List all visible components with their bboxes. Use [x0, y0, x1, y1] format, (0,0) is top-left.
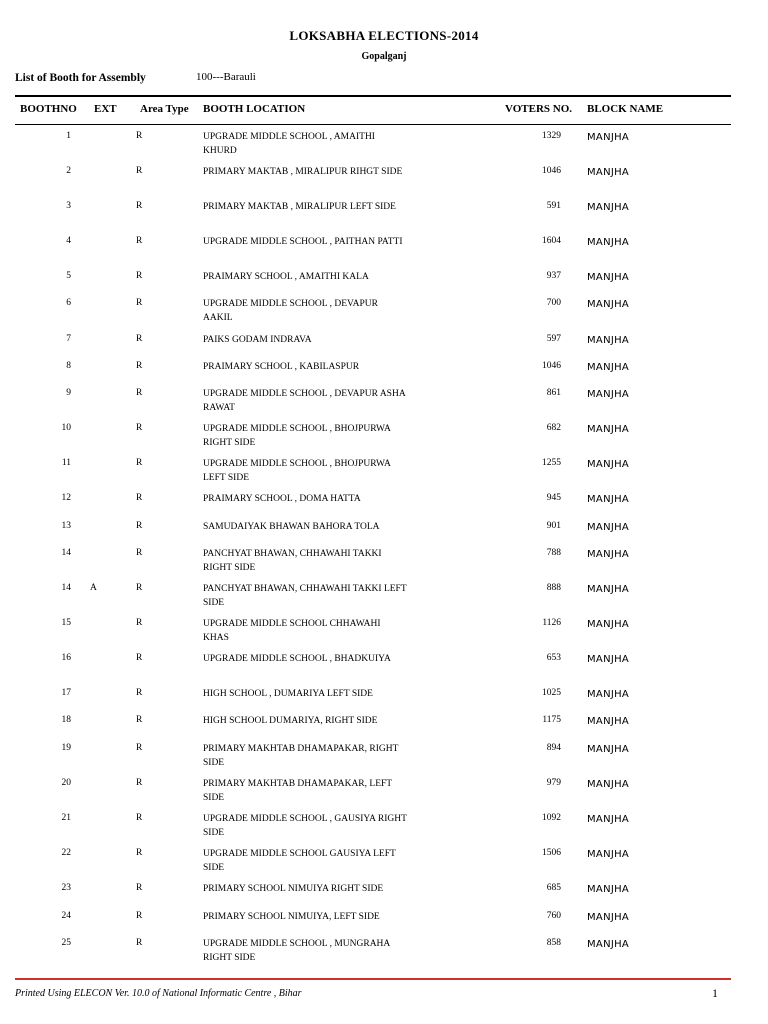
voters-count: 937 [546, 271, 561, 281]
area-type: R [136, 166, 143, 176]
column-header-boothno: BOOTHNO [20, 103, 77, 115]
header-top-rule [15, 95, 731, 97]
booth-location: UPGRADE MIDDLE SCHOOL , PAITHAN PATTI [203, 237, 403, 247]
booth-location: PRIMARY SCHOOL NIMUIYA, LEFT SIDE [203, 912, 380, 922]
block-name: MANJHA [587, 362, 630, 373]
area-type: R [136, 653, 143, 663]
booth-location: UPGRADE MIDDLE SCHOOL , GAUSIYA RIGHT SIDE [203, 814, 407, 838]
block-name: MANJHA [587, 272, 630, 283]
booth-location: PANCHYAT BHAWAN, CHHAWAHI TAKKI LEFT SIDE [203, 584, 407, 608]
block-name: MANJHA [587, 814, 630, 825]
table-row [0, 688, 768, 718]
table-row [0, 521, 768, 551]
table-row [0, 653, 768, 683]
block-name: MANJHA [587, 849, 630, 860]
booth-number: 7 [66, 334, 71, 344]
booth-number: 6 [66, 298, 71, 308]
booth-number: 1 [66, 131, 71, 141]
table-row [0, 813, 768, 843]
booth-location: PRAIMARY SCHOOL , DOMA HATTA [203, 494, 361, 504]
booth-number: 24 [61, 911, 71, 921]
area-type: R [136, 298, 143, 308]
booth-number: 8 [66, 361, 71, 371]
booth-location: UPGRADE MIDDLE SCHOOL GAUSIYA LEFT SIDE [203, 849, 396, 873]
booth-location: PAIKS GODAM INDRAVA [203, 335, 312, 345]
voters-count: 1126 [542, 618, 561, 628]
booth-number: 4 [66, 236, 71, 246]
booth-location: SAMUDAIYAK BHAWAN BAHORA TOLA [203, 522, 380, 532]
voters-count: 1329 [542, 131, 561, 141]
area-type: R [136, 131, 143, 141]
column-header-area-type: Area Type [140, 103, 189, 115]
block-name: MANJHA [587, 389, 630, 400]
voters-count: 700 [546, 298, 561, 308]
booth-location: HIGH SCHOOL DUMARIYA, RIGHT SIDE [203, 716, 378, 726]
booth-location: PRIMARY SCHOOL NIMUIYA RIGHT SIDE [203, 884, 384, 894]
booth-number: 25 [61, 938, 71, 948]
booth-location: UPGRADE MIDDLE SCHOOL , BHOJPURWA LEFT SIDE [203, 459, 391, 483]
table-row [0, 743, 768, 773]
voters-count: 945 [546, 493, 561, 503]
booth-number: 15 [61, 618, 71, 628]
voters-count: 1092 [542, 813, 561, 823]
table-row [0, 938, 768, 968]
area-type: R [136, 715, 143, 725]
area-type: R [136, 334, 143, 344]
booth-number: 19 [61, 743, 71, 753]
booth-number: 10 [61, 423, 71, 433]
area-type: R [136, 911, 143, 921]
voters-count: 1175 [542, 715, 561, 725]
header-bottom-rule [15, 124, 731, 125]
voters-count: 682 [546, 423, 561, 433]
area-type: R [136, 813, 143, 823]
block-name: MANJHA [587, 237, 630, 248]
voters-count: 888 [546, 583, 561, 593]
booth-number: 14 [61, 548, 71, 558]
table-row [0, 848, 768, 878]
booth-location: HIGH SCHOOL , DUMARIYA LEFT SIDE [203, 689, 373, 699]
block-name: MANJHA [587, 132, 630, 143]
booth-location: UPGRADE MIDDLE SCHOOL , BHOJPURWA RIGHT SIDE [203, 424, 391, 448]
voters-count: 1025 [542, 688, 561, 698]
block-name: MANJHA [587, 744, 630, 755]
area-type: R [136, 388, 143, 398]
block-name: MANJHA [587, 619, 630, 630]
table-row [0, 166, 768, 196]
booth-location: PRIMARY MAKHTAB DHAMAPAKAR, RIGHT SIDE [203, 744, 399, 768]
voters-count: 1255 [542, 458, 561, 468]
booth-number: 17 [61, 688, 71, 698]
booth-number: 11 [61, 458, 71, 468]
area-type: R [136, 201, 143, 211]
booth-number: 18 [61, 715, 71, 725]
table-row [0, 423, 768, 453]
voters-count: 901 [546, 521, 561, 531]
booth-location: UPGRADE MIDDLE SCHOOL , DEVAPUR AAKIL [203, 299, 378, 323]
block-name: MANJHA [587, 424, 630, 435]
column-header-ext: EXT [94, 103, 117, 115]
area-type: R [136, 743, 143, 753]
area-type: R [136, 618, 143, 628]
document-title: LOKSABHA ELECTIONS-2014 [289, 28, 479, 43]
booth-location: PRAIMARY SCHOOL , KABILASPUR [203, 362, 360, 372]
voters-count: 653 [546, 653, 561, 663]
block-name: MANJHA [587, 522, 630, 533]
table-row [0, 493, 768, 523]
area-type: R [136, 236, 143, 246]
table-row [0, 361, 768, 391]
page-number: 1 [712, 986, 718, 1000]
table-row [0, 458, 768, 488]
voters-count: 1046 [542, 166, 561, 176]
block-name: MANJHA [587, 494, 630, 505]
column-header-voters-no: VOTERS NO. [504, 103, 572, 115]
booth-number: 2 [66, 166, 71, 176]
table-row [0, 298, 768, 328]
table-row [0, 131, 768, 161]
block-name: MANJHA [587, 716, 630, 727]
booth-location: PRIMARY MAKTAB , MIRALIPUR LEFT SIDE [203, 202, 396, 212]
table-row [0, 334, 768, 364]
area-type: R [136, 938, 143, 948]
booth-number: 23 [61, 883, 71, 893]
voters-count: 1506 [542, 848, 561, 858]
voters-count: 788 [546, 548, 561, 558]
area-type: R [136, 848, 143, 858]
area-type: R [136, 688, 143, 698]
booth-number: 16 [61, 653, 71, 663]
table-row [0, 883, 768, 913]
table-row [0, 778, 768, 808]
block-name: MANJHA [587, 335, 630, 346]
voters-count: 858 [546, 938, 561, 948]
booth-location: PRAIMARY SCHOOL , AMAITHI KALA [203, 272, 369, 282]
block-name: MANJHA [587, 459, 630, 470]
block-name: MANJHA [587, 202, 630, 213]
area-type: R [136, 493, 143, 503]
block-name: MANJHA [587, 884, 630, 895]
voters-count: 760 [546, 911, 561, 921]
column-header-block-name: BLOCK NAME [587, 103, 664, 115]
booth-location: UPGRADE MIDDLE SCHOOL , DEVAPUR ASHA RAWAT [203, 389, 406, 413]
assembly-value: 100---Barauli [196, 71, 256, 83]
footer-rule [15, 978, 731, 980]
area-type: R [136, 883, 143, 893]
voters-count: 591 [546, 201, 561, 211]
voters-count: 894 [546, 743, 561, 753]
district-name: Gopalganj [361, 51, 407, 62]
booth-location: UPGRADE MIDDLE SCHOOL , BHADKUIYA [203, 654, 391, 664]
block-name: MANJHA [587, 167, 630, 178]
table-row [0, 715, 768, 745]
booth-number: 14 [61, 583, 71, 593]
column-header-booth-location: BOOTH LOCATION [203, 103, 306, 115]
block-name: MANJHA [587, 654, 630, 665]
booth-number: 3 [66, 201, 71, 211]
booth-number: 21 [61, 813, 71, 823]
booth-location: PRIMARY MAKTAB , MIRALIPUR RIHGT SIDE [203, 167, 403, 177]
table-row [0, 548, 768, 578]
block-name: MANJHA [587, 584, 630, 595]
voters-count: 685 [546, 883, 561, 893]
block-name: MANJHA [587, 912, 630, 923]
booth-number: 22 [61, 848, 71, 858]
block-name: MANJHA [587, 689, 630, 700]
area-type: R [136, 778, 143, 788]
area-type: R [136, 458, 143, 468]
table-row [0, 201, 768, 231]
table-row [0, 388, 768, 418]
booth-number: 9 [66, 388, 71, 398]
area-type: R [136, 583, 143, 593]
block-name: MANJHA [587, 299, 630, 310]
booth-number: 5 [66, 271, 71, 281]
booth-location: UPGRADE MIDDLE SCHOOL , MUNGRAHA RIGHT SIDE [203, 939, 390, 963]
footer-printed-by: Printed Using ELECON Ver. 10.0 of National Informatic Centre , Bihar [15, 988, 302, 999]
area-type: R [136, 521, 143, 531]
voters-count: 861 [546, 388, 561, 398]
voters-count: 1604 [542, 236, 561, 246]
table-row [0, 236, 768, 266]
voters-count: 979 [546, 778, 561, 788]
area-type: R [136, 548, 143, 558]
table-row [0, 271, 768, 301]
booth-number: 20 [61, 778, 71, 788]
block-name: MANJHA [587, 549, 630, 560]
table-row [0, 911, 768, 941]
assembly-label: List of Booth for Assembly [15, 72, 146, 84]
booth-location: PANCHYAT BHAWAN, CHHAWAHI TAKKI RIGHT SIDE [203, 549, 382, 573]
booth-number: 12 [61, 493, 71, 503]
booth-location: UPGRADE MIDDLE SCHOOL CHHAWAHI KHAS [203, 619, 381, 643]
voters-count: 597 [546, 334, 561, 344]
area-type: R [136, 423, 143, 433]
area-type: R [136, 271, 143, 281]
table-row [0, 583, 768, 613]
block-name: MANJHA [587, 939, 630, 950]
block-name: MANJHA [587, 779, 630, 790]
booth-location: PRIMARY MAKHTAB DHAMAPAKAR, LEFT SIDE [203, 779, 392, 803]
booth-number: 13 [61, 521, 71, 531]
booth-ext: A [90, 583, 97, 593]
voters-count: 1046 [542, 361, 561, 371]
table-row [0, 618, 768, 648]
area-type: R [136, 361, 143, 371]
booth-location: UPGRADE MIDDLE SCHOOL , AMAITHI KHURD [203, 132, 375, 156]
